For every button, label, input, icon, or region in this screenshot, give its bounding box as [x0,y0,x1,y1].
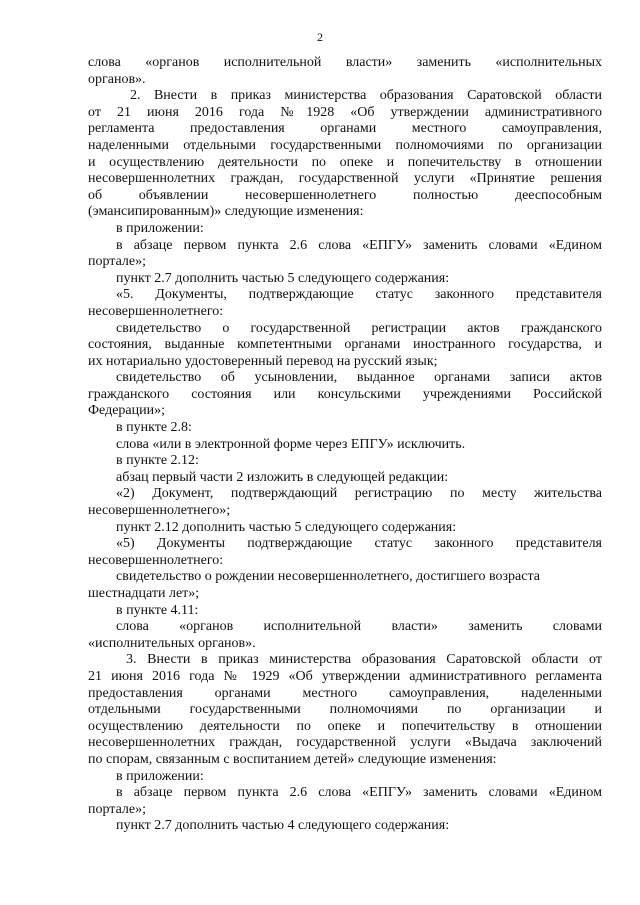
text-line: слова «органов исполнительной власти» заменить «исполнительных [88,55,602,70]
text-line: «исполнительных органов». [88,635,256,651]
page-number: 2 [317,30,323,44]
text-line: и осуществлению деятельности по опеке и попечительству в отношении [88,154,602,170]
text-line: в пункте 2.12: [116,453,199,469]
text-line: свидетельство об усыновлении, выданное органами записи актов [116,370,602,386]
text-line: от 21 июня 2016 года №1928 «Об утверждении административного [88,104,602,120]
text-line: их нотариально удостоверенный перевод на русский язык; [88,353,438,369]
text-line: слова «или в электронной форме через ЕПГУ» исключить. [116,436,466,452]
text-line: «5. Документы, подтверждающие статус законного представителя [116,287,602,303]
text-line: осуществлению деятельности по опеке и попечительству в отношении [88,718,602,734]
text-line: органов». [88,71,146,87]
text-line: в пункте 2.8: [116,420,192,436]
text-line: несовершеннолетних граждан, государственной услуги «Выдача заключений [88,735,602,751]
text-line: несовершеннолетних граждан, государственной услуги «Принятие решения [88,171,602,187]
text-line: в абзаце первом пункта 2.6 слова «ЕПГУ» заменить словами «Едином [116,785,602,801]
text-line: 21 июня 2016 года № 1929 «Об утверждении административного регламента [88,668,602,684]
text-line: отдельными государственными полномочиями по организации и [88,702,602,718]
text-line: об объявлении несовершеннолетнего полностью дееспособным [88,187,602,203]
text-line: свидетельство о рождении несовершеннолетнего, достигшего возраста [116,569,540,585]
text-line: «2) Документ, подтверждающий регистрацию по месту жительства [116,486,602,502]
text-line: «5) Документы подтверждающие статус законного представителя [116,536,602,552]
text-line: (эмансипированным)» следующие изменения: [88,204,364,220]
text-line: портале»; [88,254,147,270]
text-line: пункт 2.7 дополнить частью 5 следующего содержания: [116,270,450,286]
text-line: в абзаце первом пункта 2.6 слова «ЕПГУ» заменить словами «Едином [116,237,602,253]
text-line: состояния, выданные компетентными органами иностранного государства, и [88,337,602,353]
text-line: наделенными отдельными государственными полномочиями по организации [88,137,602,153]
text-line: в пункте 4.11: [116,602,199,618]
text-line: портале»; [88,801,147,817]
text-line: пункт 2.12 дополнить частью 5 следующего содержания: [116,519,457,535]
text-line: свидетельство о государственной регистрации актов гражданского [116,320,602,336]
document-body [88,55,602,835]
text-line: пункт 2.7 дополнить частью 4 следующего содержания: [116,818,450,834]
text-line: слова «органов исполнительной власти» заменить словами [116,619,602,635]
text-line: шестнадцати лет»; [88,586,200,601]
text-line: гражданского состояния или консульскими учреждениями Российской [88,386,602,402]
text-line: Федерации»; [88,403,166,419]
text-line: абзац первый части 2 изложить в следующей редакции: [116,469,449,485]
text-line: по спорам, связанным с воспитанием детей» следующие изменения: [88,751,497,767]
text-line: в приложении: [116,768,204,784]
text-line: в приложении: [116,220,204,236]
text-line: предоставления органами местного самоуправления, наделенными [88,685,602,701]
text-line: 3. Внести в приказ министерства образования Саратовской области от [126,652,602,668]
text-line: несовершеннолетнего: [88,552,224,568]
text-line: регламента предоставления органами местного самоуправления, [88,121,602,137]
text-line: 2. Внести в приказ министерства образования Саратовской области [130,88,602,104]
text-line: несовершеннолетнего: [88,303,224,319]
text-line: несовершеннолетнего»; [88,503,231,519]
